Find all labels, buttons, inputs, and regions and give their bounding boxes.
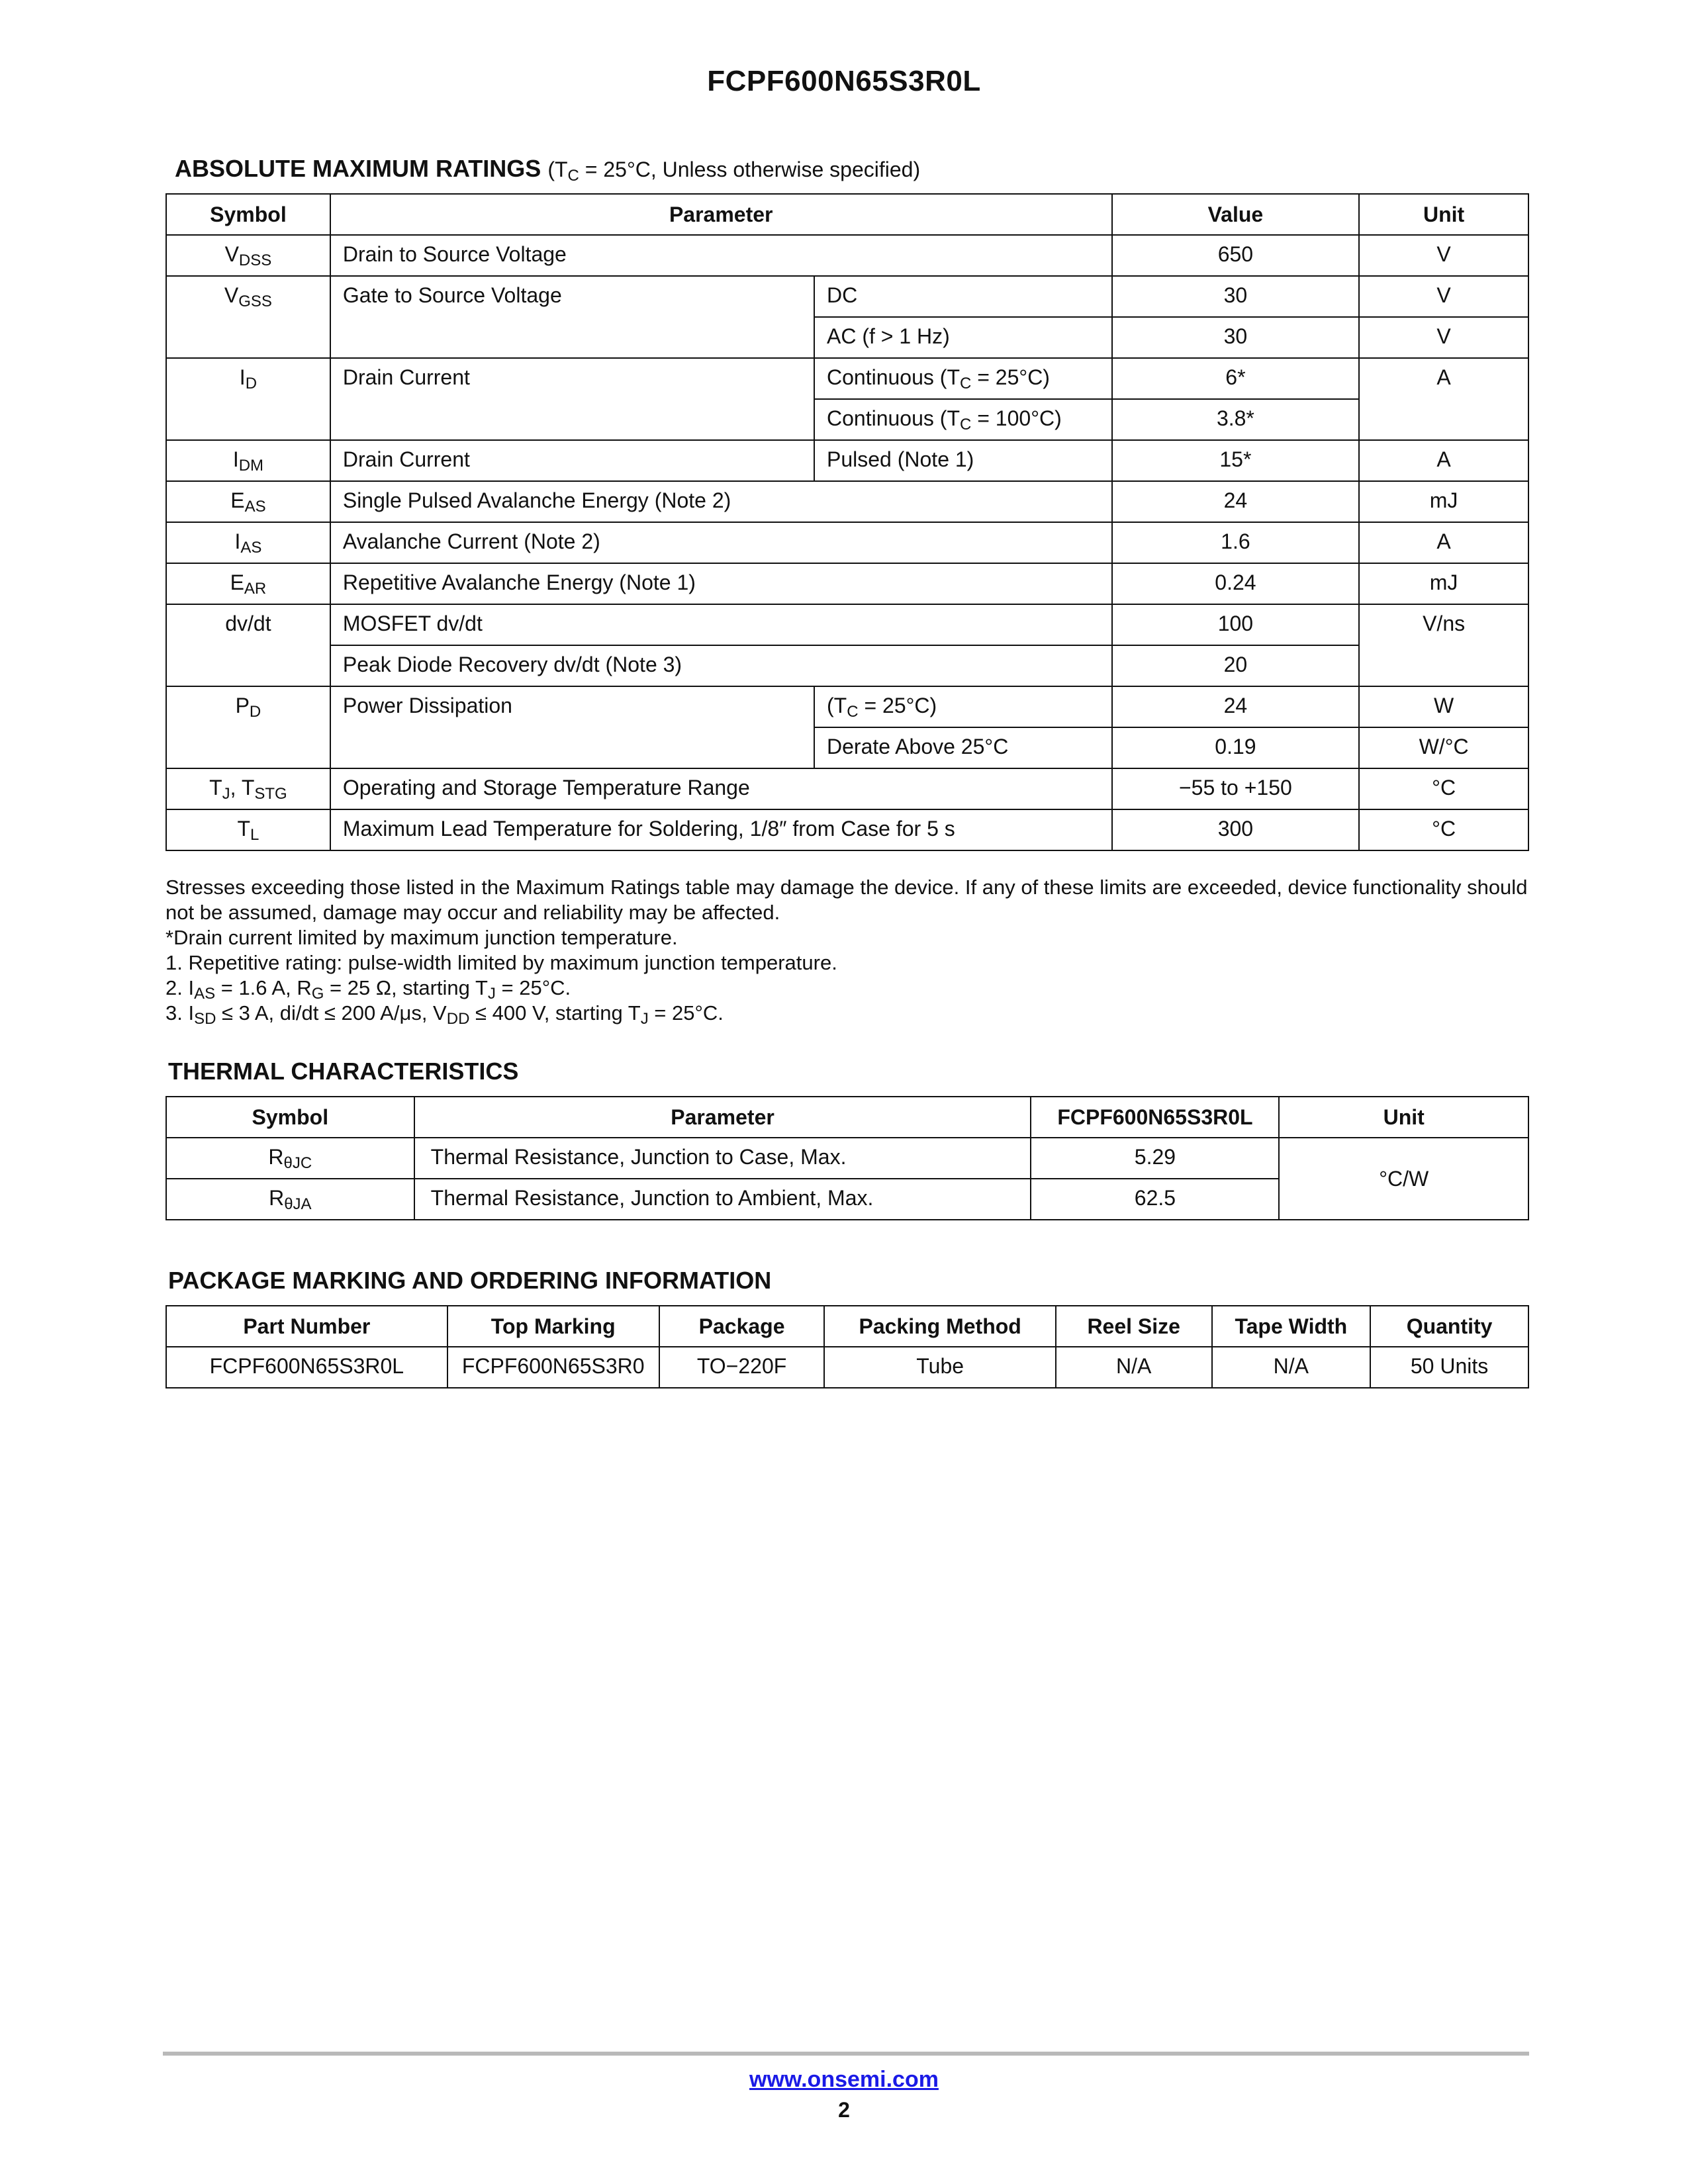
page-number: 2 [838, 2098, 850, 2122]
parameter-cell: Thermal Resistance, Junction to Case, Max. [414, 1138, 1031, 1179]
symbol-cell: $E_{AR}$ [166, 563, 330, 604]
condition-cell: Derate Above 25°C [814, 727, 1112, 768]
condition-cell: Continuous $(T_C = 25^\circ C)$ [814, 358, 1112, 399]
table-header-row [166, 1097, 1528, 1138]
condition-cell: $(T_C = 25^\circ C)$ [814, 686, 1112, 727]
table-row [166, 440, 1528, 481]
col-packing-method: Packing Method [824, 1306, 1055, 1347]
table-row [166, 768, 1528, 809]
col-unit: Unit [1279, 1097, 1528, 1138]
value-cell: 5.29 [1031, 1138, 1279, 1179]
unit-cell: °C [1359, 768, 1528, 809]
ratings-notes [165, 875, 1529, 1026]
value-cell: 24 [1112, 686, 1360, 727]
table-header-row [166, 1306, 1528, 1347]
value-cell: 15* [1112, 440, 1360, 481]
table-row [166, 358, 1528, 399]
value-cell: 20 [1112, 645, 1360, 686]
symbol-cell: $P_D$ [166, 686, 330, 768]
table-row [166, 809, 1528, 850]
table-row [166, 563, 1528, 604]
col-part-number: Part Number [166, 1306, 447, 1347]
unit-cell: W/°C [1359, 727, 1528, 768]
unit-cell: °C [1359, 809, 1528, 850]
parameter-cell: Drain Current [330, 358, 814, 440]
abs-max-condition: ($T_C = 25^\circ C$, Unless otherwise specified) [547, 158, 921, 185]
parameter-cell: Peak Diode Recovery dv/dt (Note 3) [330, 645, 1112, 686]
value-cell: 6* [1112, 358, 1360, 399]
col-symbol: Symbol [166, 1097, 414, 1138]
col-reel-size: Reel Size [1056, 1306, 1212, 1347]
col-value: Value [1112, 194, 1360, 235]
symbol-cell: $I_{DM}$ [166, 440, 330, 481]
parameter-cell: Repetitive Avalanche Energy (Note 1) [330, 563, 1112, 604]
ordering-table [165, 1305, 1529, 1388]
symbol-cell: $R_{\theta JA}$ [166, 1179, 414, 1220]
col-quantity: Quantity [1370, 1306, 1528, 1347]
unit-cell: V [1359, 276, 1528, 317]
parameter-cell: MOSFET dv/dt [330, 604, 1112, 645]
symbol-cell: $E_{AS}$ [166, 481, 330, 522]
symbol-cell: $I_{AS}$ [166, 522, 330, 563]
parameter-cell: Avalanche Current (Note 2) [330, 522, 1112, 563]
col-parameter: Parameter [330, 194, 1112, 235]
note-3: 3. $I_{SD} \le 3$ A, di/dt ≤ 200 A/μs, $V_{DD} \le 400$ V, starting $T_J = 25^\circ C$. [165, 1001, 724, 1028]
col-tape-width: Tape Width [1212, 1306, 1371, 1347]
table-row [166, 481, 1528, 522]
parameter-cell: Drain Current [330, 440, 814, 481]
col-symbol: Symbol [166, 194, 330, 235]
col-top-marking: Top Marking [447, 1306, 659, 1347]
parameter-cell: Power Dissipation [330, 686, 814, 768]
table-header-row [166, 194, 1528, 235]
top-marking-cell: FCPF600N65S3R0 [447, 1347, 659, 1388]
value-cell: 3.8* [1112, 399, 1360, 440]
value-cell: 300 [1112, 809, 1360, 850]
reel-size-cell: N/A [1056, 1347, 1212, 1388]
parameter-cell: Operating and Storage Temperature Range [330, 768, 1112, 809]
unit-cell: W [1359, 686, 1528, 727]
col-package: Package [659, 1306, 825, 1347]
unit-cell: A [1359, 440, 1528, 481]
value-cell: 30 [1112, 317, 1360, 358]
col-parameter: Parameter [414, 1097, 1031, 1138]
table-row [166, 645, 1528, 686]
table-row [166, 522, 1528, 563]
value-cell: 650 [1112, 235, 1360, 276]
drain-note: *Drain current limited by maximum junction temperature. [165, 926, 678, 949]
value-cell: 0.24 [1112, 563, 1360, 604]
value-cell: 100 [1112, 604, 1360, 645]
condition-cell: Pulsed (Note 1) [814, 440, 1112, 481]
table-row [166, 1138, 1528, 1179]
unit-cell: A [1359, 522, 1528, 563]
col-part: FCPF600N65S3R0L [1031, 1097, 1279, 1138]
value-cell: −55 to +150 [1112, 768, 1360, 809]
unit-cell: mJ [1359, 563, 1528, 604]
page-title: FCPF600N65S3R0L [707, 65, 981, 97]
table-row [166, 686, 1528, 727]
part-number-cell: FCPF600N65S3R0L [166, 1347, 447, 1388]
unit-cell: mJ [1359, 481, 1528, 522]
tape-width-cell: N/A [1212, 1347, 1371, 1388]
thermal-table [165, 1096, 1529, 1220]
unit-cell: V [1359, 317, 1528, 358]
symbol-cell: $T_L$ [166, 809, 330, 850]
symbol-cell: $R_{\theta JC}$ [166, 1138, 414, 1179]
note-2: 2. $I_{AS} = 1.6$ A, $R_G = 25$ Ω, starting $T_J = 25^\circ C$. [165, 976, 571, 1003]
footer-divider [163, 2052, 1529, 2056]
note-1: 1. Repetitive rating: pulse-width limited by maximum junction temperature. [165, 951, 837, 974]
packing-method-cell: Tube [824, 1347, 1055, 1388]
symbol-cell: $T_J$, $T_{STG}$ [166, 768, 330, 809]
symbol-cell: $V_{DSS}$ [166, 235, 330, 276]
table-row [166, 235, 1528, 276]
unit-cell: °C/W [1279, 1138, 1528, 1220]
value-cell: 0.19 [1112, 727, 1360, 768]
parameter-cell: Maximum Lead Temperature for Soldering, 1/8″ from Case for 5 s [330, 809, 1112, 850]
symbol-cell: $I_D$ [166, 358, 330, 440]
thermal-title: THERMAL CHARACTERISTICS [168, 1058, 519, 1085]
value-cell: 30 [1112, 276, 1360, 317]
unit-cell: A [1359, 358, 1528, 440]
parameter-cell: Single Pulsed Avalanche Energy (Note 2) [330, 481, 1112, 522]
value-cell: 24 [1112, 481, 1360, 522]
condition-cell: AC (f > 1 Hz) [814, 317, 1112, 358]
col-unit: Unit [1359, 194, 1528, 235]
condition-cell: Continuous $(T_C = 100^\circ C)$ [814, 399, 1112, 440]
website-link[interactable]: www.onsemi.com [749, 2067, 939, 2092]
symbol-cell: $V_{GSS}$ [166, 276, 330, 358]
unit-cell: V/ns [1359, 604, 1528, 686]
value-cell: 62.5 [1031, 1179, 1279, 1220]
parameter-cell: Gate to Source Voltage [330, 276, 814, 358]
table-row [166, 276, 1528, 317]
abs-max-title [175, 155, 920, 183]
condition-cell: DC [814, 276, 1112, 317]
table-row [166, 604, 1528, 645]
package-cell: TO−220F [659, 1347, 825, 1388]
abs-max-title-text: ABSOLUTE MAXIMUM RATINGS [175, 155, 541, 182]
table-row [166, 1347, 1528, 1388]
symbol-cell: dv/dt [166, 604, 330, 686]
abs-max-table [165, 193, 1529, 851]
quantity-cell: 50 Units [1370, 1347, 1528, 1388]
stress-note: Stresses exceeding those listed in the Maximum Ratings table may damage the device. If any of these limits are exceeded, device functionality should not be assumed, damage may occur and reliability may be affected. [165, 876, 1528, 924]
parameter-cell: Drain to Source Voltage [330, 235, 1112, 276]
unit-cell: V [1359, 235, 1528, 276]
ordering-title: PACKAGE MARKING AND ORDERING INFORMATION [168, 1267, 772, 1294]
parameter-cell: Thermal Resistance, Junction to Ambient, Max. [414, 1179, 1031, 1220]
value-cell: 1.6 [1112, 522, 1360, 563]
